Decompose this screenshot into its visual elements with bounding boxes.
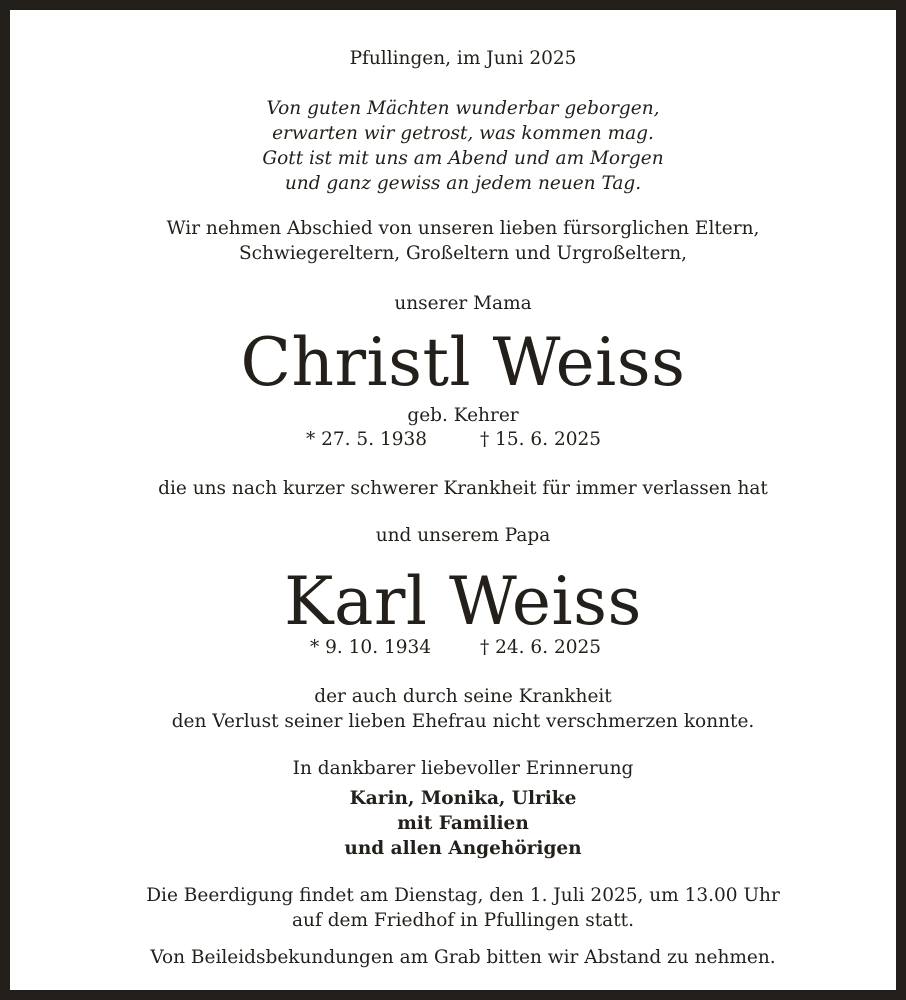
- mourners-line: Karin, Monika, Ulrike: [349, 788, 577, 809]
- intro-line: Schwiegereltern, Großeltern und Urgroßeltern,: [238, 243, 688, 264]
- poem-line: und ganz gewiss an jedem neuen Tag.: [284, 173, 642, 194]
- father-name: Karl Weiss: [284, 563, 642, 640]
- poem-line: erwarten wir getrost, was kommen mag.: [272, 123, 654, 144]
- intro-line: Wir nehmen Abschied von unseren lieben fürsorglichen Eltern,: [166, 218, 760, 239]
- father-death-date: † 24. 6. 2025: [480, 637, 602, 658]
- father-text-line: der auch durch seine Krankheit: [314, 686, 612, 707]
- poem-line: Von guten Mächten wunderbar geborgen,: [266, 98, 660, 119]
- mother-birth-date: * 27. 5. 1938: [306, 429, 428, 450]
- mother-name: Christl Weiss: [240, 324, 686, 401]
- mourners-line: und allen Angehörigen: [344, 838, 582, 859]
- mother-relation: unserer Mama: [394, 293, 532, 314]
- mother-death-date: † 15. 6. 2025: [480, 429, 602, 450]
- place-date: Pfullingen, im Juni 2025: [349, 48, 577, 69]
- mother-text: die uns nach kurzer schwerer Krankheit für immer verlassen hat: [158, 478, 768, 499]
- mourners-line: mit Familien: [397, 813, 529, 834]
- condolence-note: Von Beileidsbekundungen am Grab bitten wir Abstand zu nehmen.: [150, 947, 776, 968]
- funeral-line: Die Beerdigung findet am Dienstag, den 1. Juli 2025, um 13.00 Uhr: [146, 885, 780, 906]
- funeral-line: auf dem Friedhof in Pfullingen statt.: [292, 910, 634, 931]
- father-text-line: den Verlust seiner lieben Ehefrau nicht verschmerzen konnte.: [171, 711, 755, 732]
- mourners-intro: In dankbarer liebevoller Erinnerung: [292, 758, 634, 779]
- father-birth-date: * 9. 10. 1934: [310, 637, 432, 658]
- father-relation: und unserem Papa: [375, 525, 551, 546]
- mother-maiden-name: geb. Kehrer: [407, 405, 519, 426]
- poem-line: Gott ist mit uns am Abend und am Morgen: [262, 148, 664, 169]
